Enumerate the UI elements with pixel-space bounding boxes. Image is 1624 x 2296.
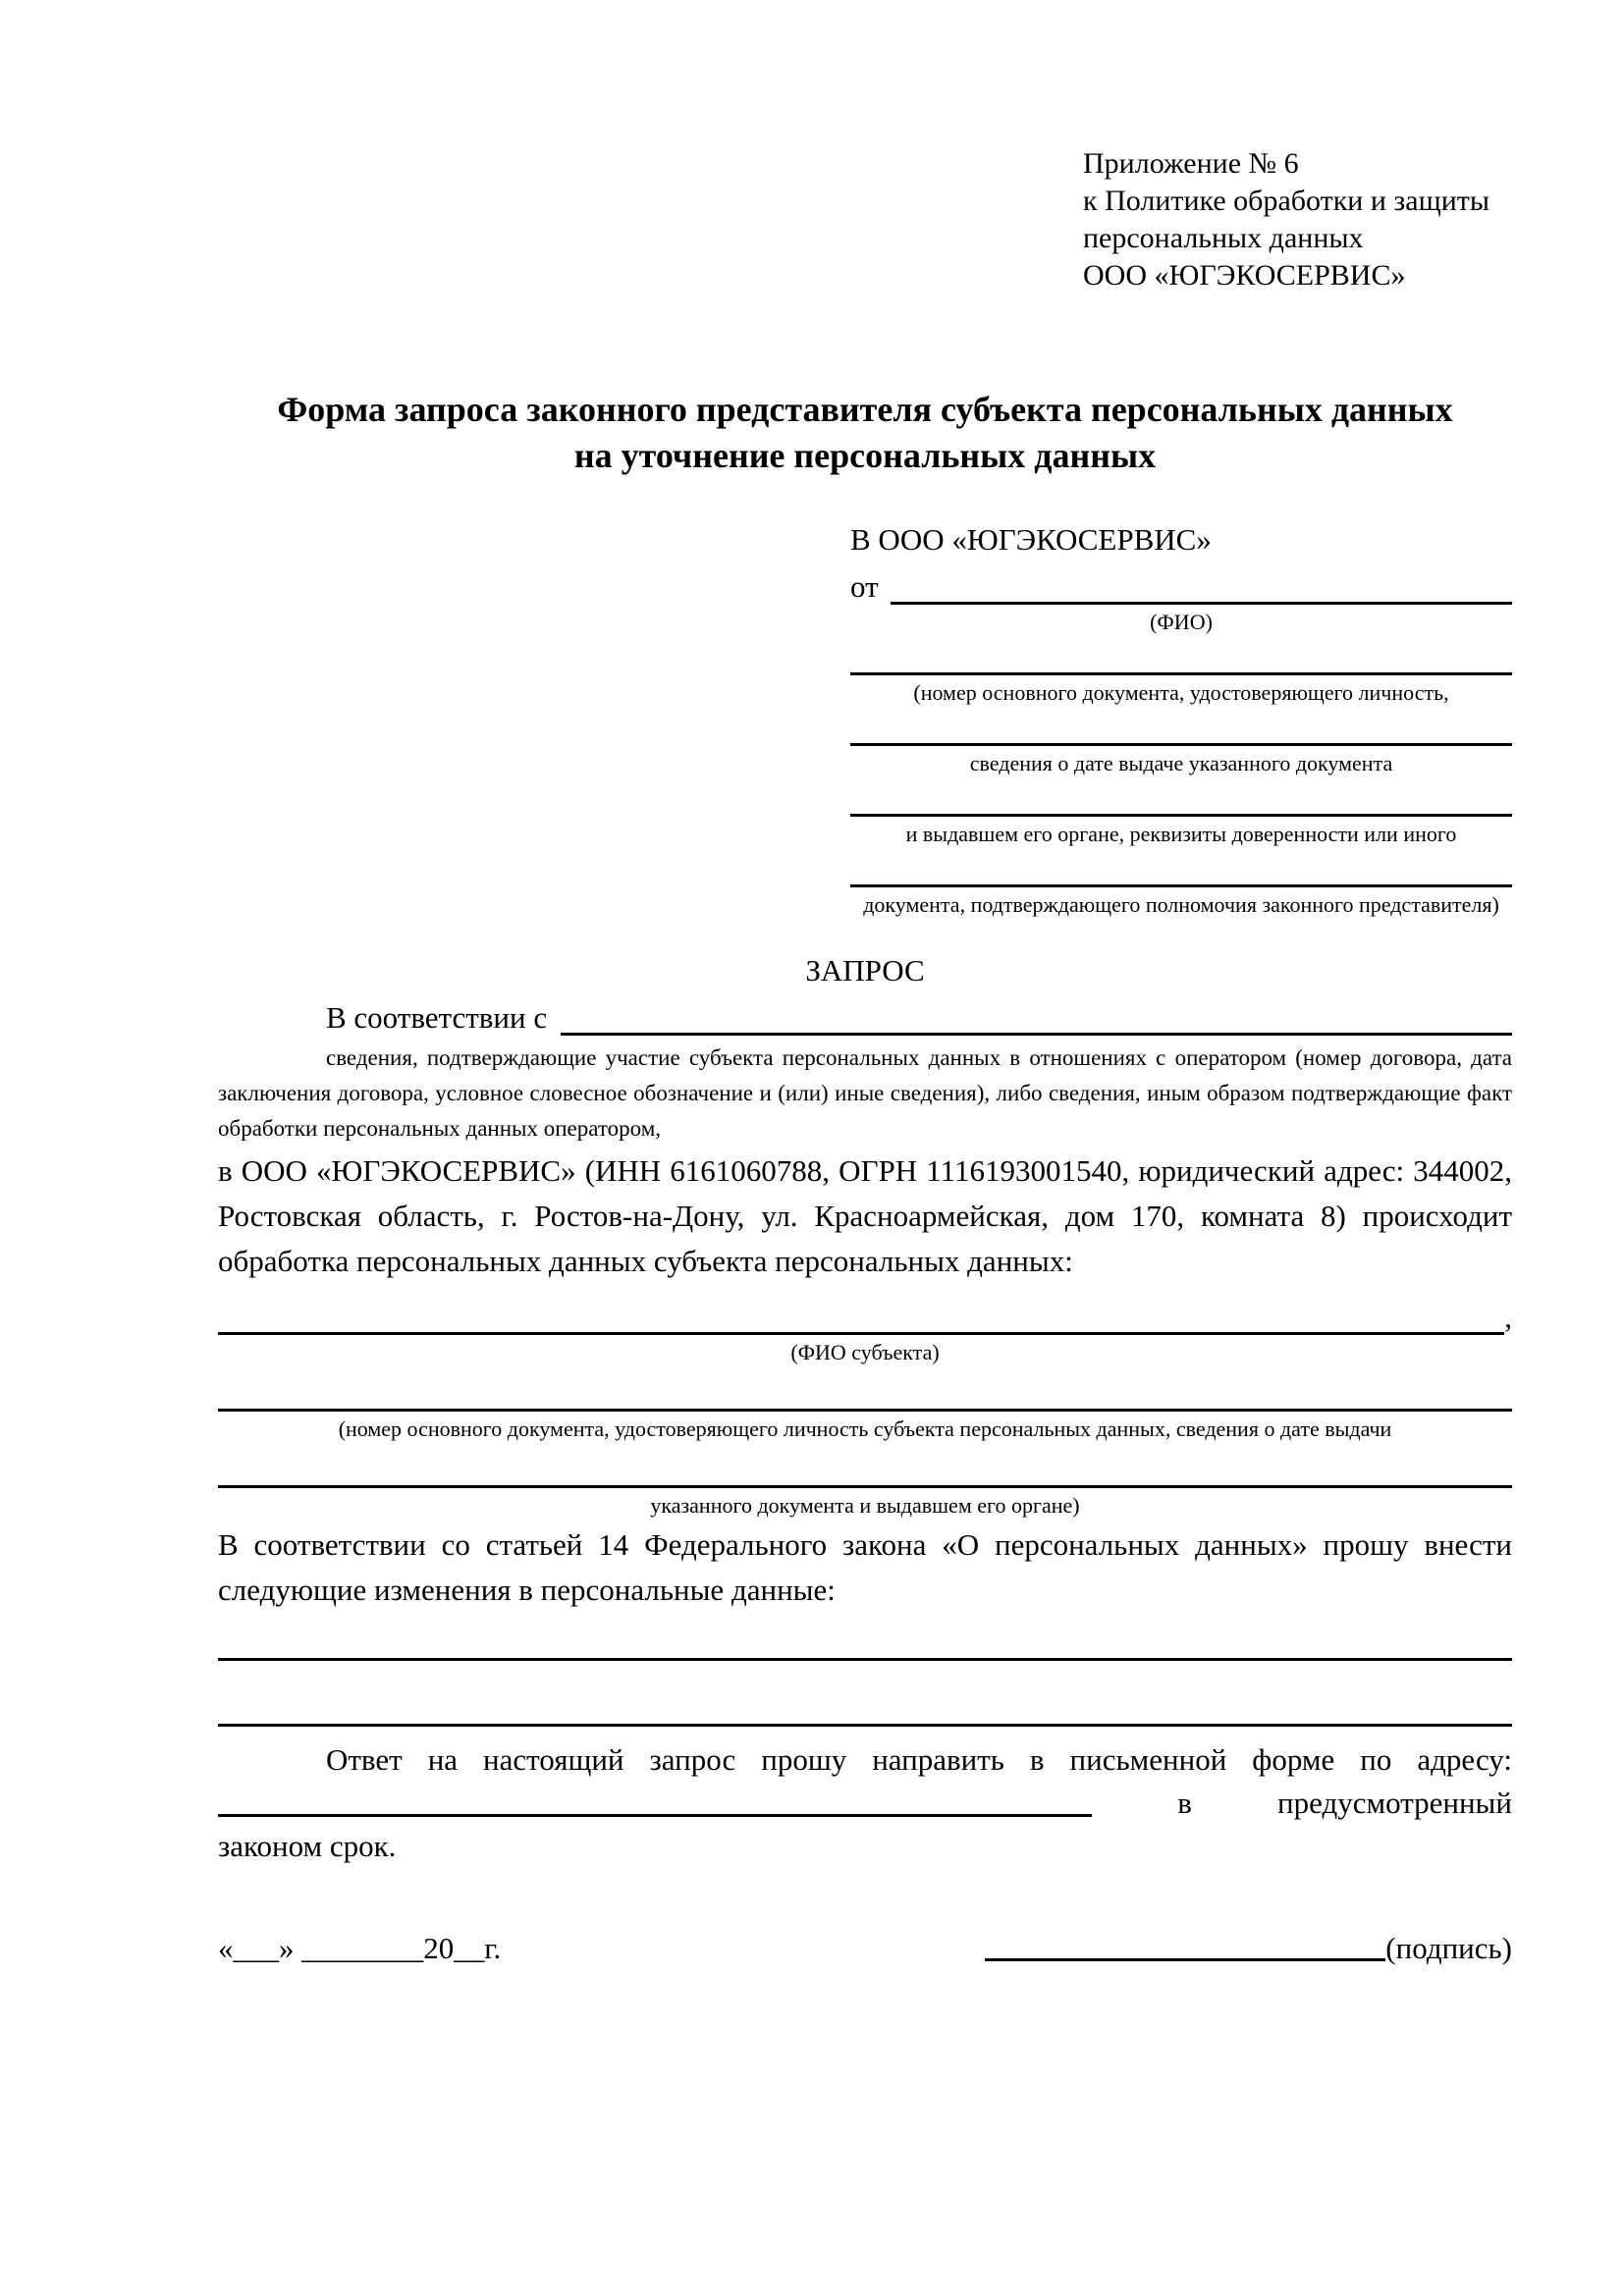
caption-subject-document-1: (номер основного документа, удостоверяющего личность субъекта персональных данных, сведения о дате выдачи (338, 1416, 1392, 1441)
fill-line-representative-document (850, 847, 1512, 887)
caption-subject-fio: (ФИО субъекта) (790, 1340, 940, 1364)
addressee-organization: В ООО «ЮГЭКОСЕРВИС» (850, 522, 1212, 557)
fill-line-changes-1 (218, 1613, 1512, 1661)
fill-line-subject-document-2 (218, 1442, 1512, 1488)
caption-document-number: (номер основного документа, удостоверяющего личность, (913, 680, 1449, 705)
signature-block (985, 1931, 1512, 1966)
addressee-block (850, 522, 1512, 918)
fill-line-accordance (561, 1033, 1512, 1036)
appendix-header-line: к Политике обработки и защиты (1083, 185, 1490, 217)
law-paragraph: В соответствии со статьей 14 Федерального закона «О персональных данных» прошу внести следующие изменения в персональные данные: (218, 1527, 1512, 1607)
accordance-label: В соответствии с (326, 1000, 548, 1035)
appendix-header-line: ООО «ЮГЭКОСЕРВИС» (1083, 259, 1406, 292)
answer-paragraph-line3: законом срок. (218, 1829, 397, 1863)
document-title-line2: на уточнение персональных данных (573, 436, 1157, 475)
answer-word-v: в (1177, 1786, 1192, 1820)
answer-paragraph-line1: Ответ на настоящий запрос прошу направить в письменной форме по адресу: (326, 1742, 1512, 1777)
answer-address-row (218, 1786, 1512, 1821)
fill-line-subject-document (218, 1365, 1512, 1412)
operator-paragraph: в ООО «ЮГЭКОСЕРВИС» (ИНН 6161060788, ОГРН 1116193001540, юридический адрес: 344002, Ростовская область, г. Ростов-на-Дону, ул. Красноармейская, дом 170, комната 8) происходит обработка персональных данных субъекта персональных данных: (218, 1153, 1512, 1278)
caption-fio: (ФИО) (1150, 610, 1213, 634)
fill-line-issue-date (850, 706, 1512, 746)
appendix-header-line: Приложение № 6 (1083, 147, 1299, 180)
from-label: от (850, 569, 879, 604)
document-title (218, 387, 1512, 479)
appendix-header-line: персональных данных (1083, 222, 1364, 254)
fill-line-document-number (850, 635, 1512, 675)
fill-line-changes-2 (218, 1661, 1512, 1727)
from-row (850, 569, 1512, 605)
caption-issuing-authority: и выдавшем его органе, реквизиты доверенности или иного (905, 822, 1457, 846)
date-line: «___» ________20__г. (218, 1931, 502, 1965)
fill-line-subject-fio (218, 1332, 1504, 1335)
accordance-row (218, 1000, 1512, 1036)
appendix-header (1083, 145, 1512, 294)
document-title-line1: Форма запроса законного представителя субъекта персональных данных (277, 390, 1453, 429)
fill-line-fio (891, 602, 1512, 605)
caption-representative-document: документа, подтверждающего полномочия законного представителя) (863, 892, 1499, 917)
fill-line-issuing-authority (850, 776, 1512, 817)
answer-word-predusmotrennyj: предусмотренный (1277, 1786, 1512, 1820)
footer-row (218, 1931, 1512, 1966)
fill-line-address (218, 1814, 1092, 1817)
caption-issue-date: сведения о дате выдаче указанного документа (969, 751, 1393, 775)
caption-signature: (подпись) (1385, 1931, 1512, 1965)
accordance-note: сведения, подтверждающие участие субъекта персональных данных в отношениях с оператором (номер договора, дата заключения договора, условное словесное обозначение и (или) иные сведения), либо сведения, иным образом подтверждающие факт обработки персональных данных оператором, (218, 1045, 1512, 1141)
request-heading: ЗАПРОС (805, 953, 925, 988)
subject-fio-row (218, 1300, 1512, 1335)
trailing-comma: , (1504, 1300, 1512, 1334)
fill-line-signature (985, 1958, 1385, 1961)
caption-subject-document-2: указанного документа и выдавшем его органе) (650, 1493, 1080, 1518)
